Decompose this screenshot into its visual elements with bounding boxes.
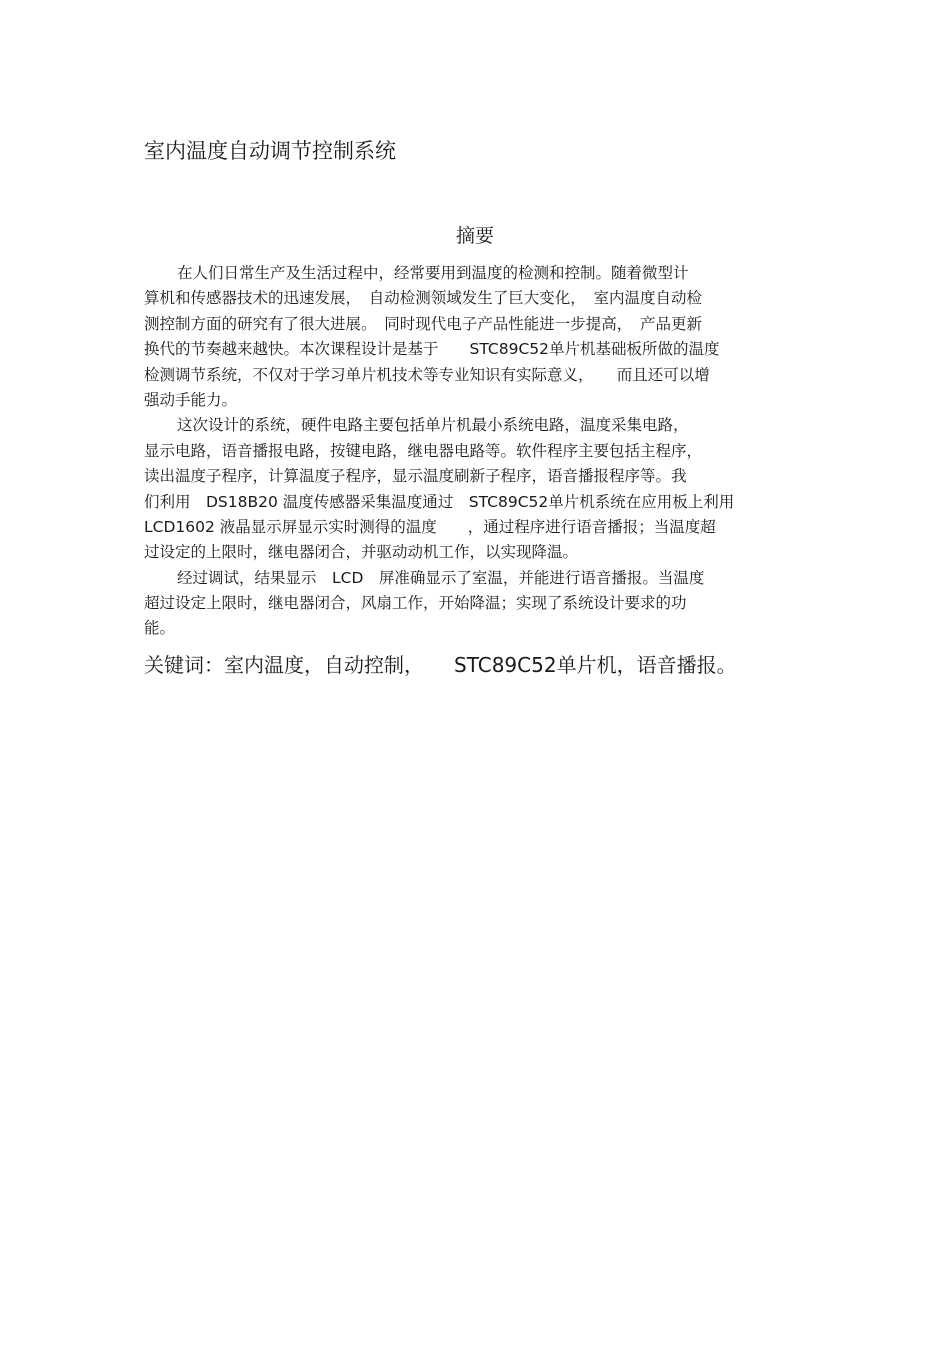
abstract-line: 经过调试，结果显示 LCD 屏准确显示了室温，并能进行语音播报。当温度: [177, 568, 705, 587]
abstract-line: 们利用 DS18B20 温度传感器采集温度通过 STC89C52单片机系统在应用板上利用: [144, 492, 735, 511]
document-title: 室内温度自动调节控制系统: [144, 139, 396, 163]
abstract-line: 换代的节奏越来越快。本次课程设计是基于 STC89C52单片机基础板所做的温度: [144, 340, 720, 359]
abstract-line: 读出温度子程序，计算温度子程序，显示温度刷新子程序，语音播报程序等。我: [144, 467, 687, 486]
abstract-line: 检测调节系统，不仅对于学习单片机技术等专业知识有实际意义， 而且还可以增: [144, 365, 710, 384]
abstract-line: LCD1602 液晶显示屏显示实时测得的温度 ，通过程序进行语音播报；当温度超: [144, 517, 716, 536]
abstract-line: 在人们日常生产及生活过程中，经常要用到温度的检测和控制。随着微型计: [177, 264, 689, 282]
abstract-line: 测控制方面的研究有了很大进展。 同时现代电子产品性能进一步提高， 产品更新: [144, 314, 703, 333]
abstract-line: 这次设计的系统，硬件电路主要包括单片机最小系统电路，温度采集电路，: [177, 416, 689, 435]
abstract-line: 能。: [144, 619, 176, 638]
abstract-line: 强动手能力。: [144, 390, 238, 409]
abstract-line: 过设定的上限时，继电器闭合，并驱动动机工作，以实现降温。: [144, 543, 579, 562]
keywords-line: 关键词：室内温度，自动控制， STC89C52单片机，语音播报。: [144, 653, 737, 677]
abstract-line: 显示电路，语音播报电路，按键电路，继电器电路等。软件程序主要包括主程序，: [144, 441, 703, 460]
abstract-heading: 摘要: [455, 225, 494, 247]
abstract-line: 算机和传感器技术的迅速发展， 自动检测领域发生了巨大变化， 室内温度自动检: [144, 289, 703, 308]
abstract-body: [144, 261, 804, 642]
abstract-line: 超过设定上限时，继电器闭合，风扇工作，开始降温；实现了系统设计要求的功: [144, 594, 687, 613]
